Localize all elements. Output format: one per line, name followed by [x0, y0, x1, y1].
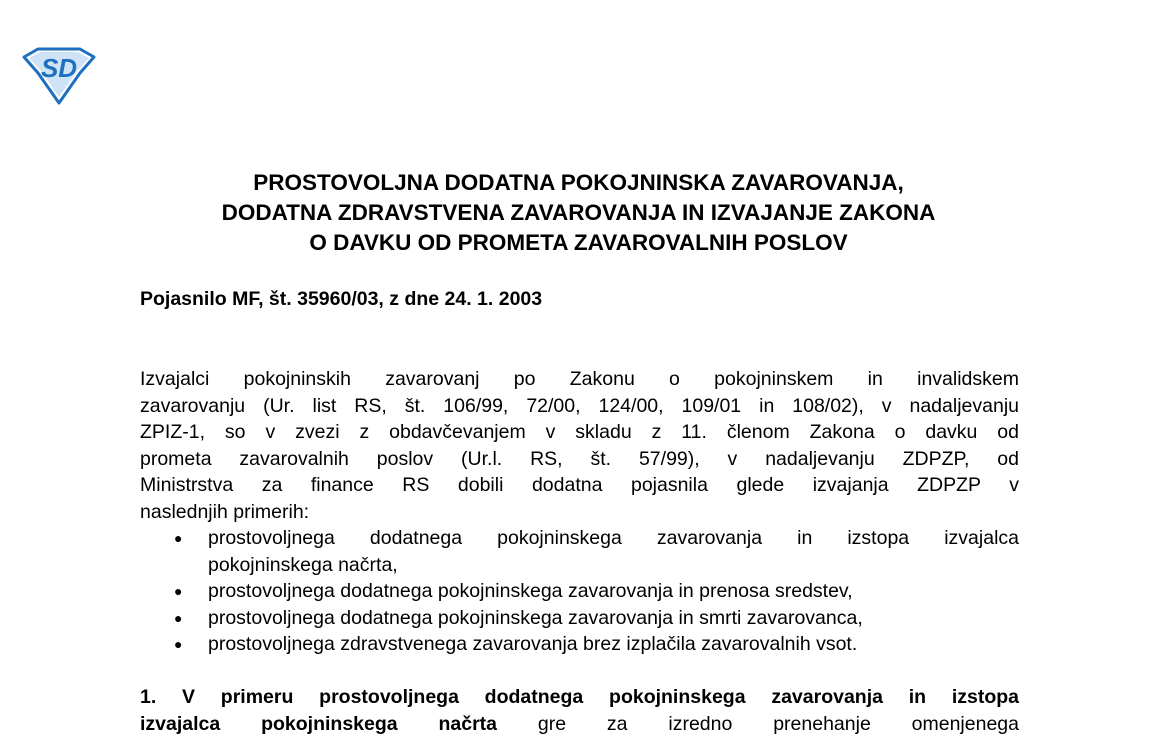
- bullet-list: [140, 525, 1019, 658]
- intro-line: zavarovanju (Ur. list RS, št. 106/99, 72/00, 124/00, 109/01 in 108/02), v nadaljevanju: [140, 394, 1019, 417]
- bullet-icon: ●: [174, 530, 183, 546]
- document-title: [0, 168, 1157, 258]
- list-item-text: prostovoljnega dodatnega pokojninskega zavarovanja in izstopa izvajalca: [208, 527, 1019, 549]
- intro-line: naslednjih primerih:: [140, 500, 310, 523]
- list-item-text: prostovoljnega dodatnega pokojninskega zavarovanja in smrti zavarovanca,: [208, 606, 863, 629]
- title-line: DODATNA ZDRAVSTVENA ZAVAROVANJA IN IZVAJANJE ZAKONA: [221, 200, 936, 225]
- list-item: [140, 605, 1019, 632]
- section-text-rest: gre za izredno prenehanje omenjenega: [497, 712, 1019, 735]
- list-item-text: prostovoljnega zdravstvenega zavarovanja brez izplačila zavarovalnih vsot.: [208, 633, 858, 655]
- list-item: [140, 631, 1019, 658]
- list-item-text: pokojninskega načrta,: [208, 553, 398, 576]
- document-subtitle: Pojasnilo MF, št. 35960/03, z dne 24. 1. 2003: [140, 288, 543, 310]
- title-line: O DAVKU OD PROMETA ZAVAROVALNIH POSLOV: [309, 230, 848, 255]
- intro-line: prometa zavarovalnih poslov (Ur.l. RS, št. 57/99), v nadaljevanju ZDPZP, od: [140, 447, 1019, 470]
- list-item: [140, 578, 1019, 605]
- intro-line: Izvajalci pokojninskih zavarovanj po Zakonu o pokojninskem in invalidskem: [140, 368, 1019, 390]
- logo-text: SD: [40, 53, 78, 83]
- section-text: [140, 711, 1019, 738]
- bullet-icon: ●: [174, 583, 183, 599]
- section-text-bold: izvajalca pokojninskega načrta: [140, 712, 498, 735]
- bullet-icon: ●: [174, 609, 183, 626]
- intro-line: ZPIZ-1, so v zvezi z obdavčevanjem v skladu z 11. členom Zakona o davku od: [140, 421, 1019, 443]
- list-item: [140, 525, 1019, 578]
- intro-line: Ministrstva za finance RS dobili dodatna pojasnila glede izvajanja ZDPZP v: [140, 474, 1019, 496]
- document-body: [140, 366, 1019, 737]
- company-logo: [22, 47, 96, 105]
- list-item-text: prostovoljnega dodatnega pokojninskega zavarovanja in prenosa sredstev,: [208, 580, 853, 602]
- bullet-icon: ●: [174, 636, 183, 652]
- section-heading: 1. V primeru prostovoljnega dodatnega pokojninskega zavarovanja in izstopa: [140, 686, 1019, 708]
- title-line: PROSTOVOLJNA DODATNA POKOJNINSKA ZAVAROVANJA,: [253, 170, 904, 195]
